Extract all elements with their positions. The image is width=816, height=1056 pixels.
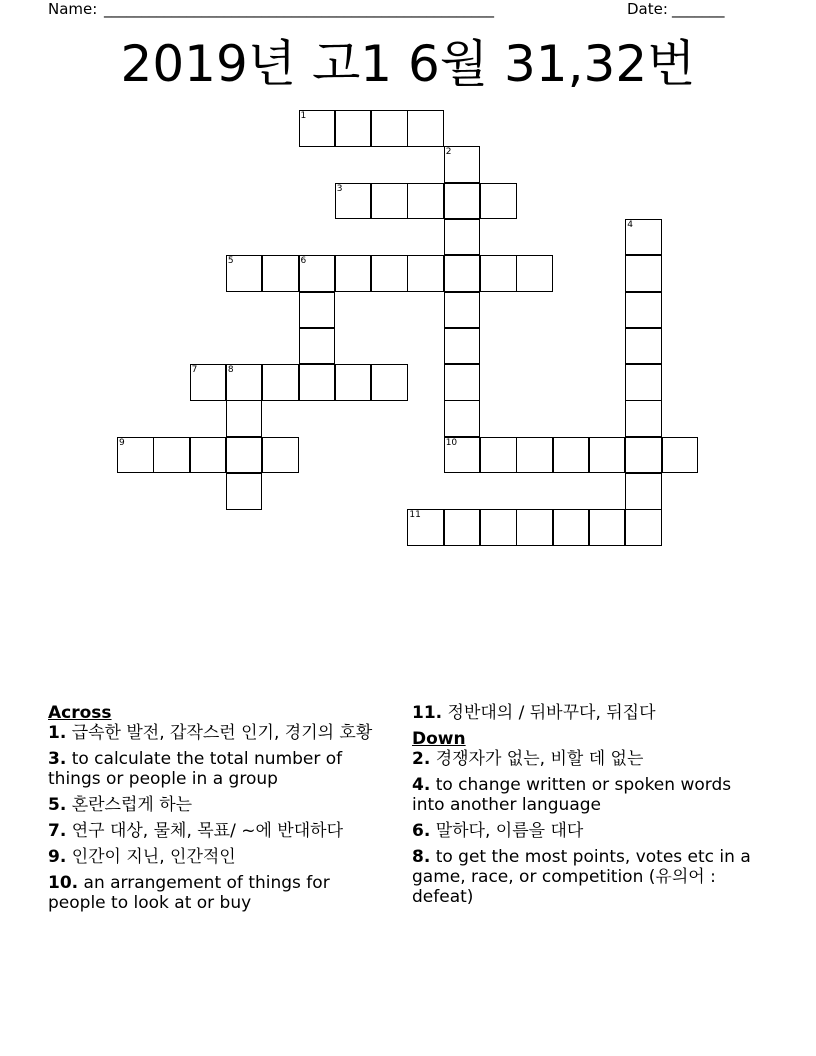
crossword-cell[interactable] xyxy=(444,183,481,220)
crossword-cell[interactable] xyxy=(299,364,336,401)
clue-text: 인간이 지닌, 인간적인 xyxy=(71,847,236,867)
clue-text: 연구 대상, 물체, 목표/ ~에 반대하다 xyxy=(71,821,343,841)
crossword-cell[interactable] xyxy=(480,183,517,220)
crossword-cell[interactable] xyxy=(226,437,263,474)
crossword-cell[interactable] xyxy=(625,219,662,256)
clue-number-label: 7 xyxy=(191,365,198,376)
crossword-cell[interactable] xyxy=(516,437,553,474)
clue-number-label: 5 xyxy=(227,256,234,267)
crossword-cell[interactable] xyxy=(335,110,372,147)
clue-text: 급속한 발전, 갑작스런 인기, 경기의 호황 xyxy=(71,723,373,743)
clue-number: 4. xyxy=(412,775,431,795)
clues-left-column xyxy=(48,703,388,919)
clue-across-11 xyxy=(412,703,757,723)
crossword-cell[interactable] xyxy=(407,255,444,292)
clue-number-label: 2 xyxy=(445,147,452,158)
crossword-cell[interactable] xyxy=(516,509,553,546)
crossword-cell[interactable] xyxy=(371,364,408,401)
clue-number: 11. xyxy=(412,703,443,723)
crossword-cell[interactable] xyxy=(335,364,372,401)
name-blank: ____________________________________________________ xyxy=(104,0,494,18)
crossword-cell[interactable] xyxy=(226,364,263,401)
clue-number-label: 6 xyxy=(300,256,307,267)
crossword-cell[interactable] xyxy=(371,255,408,292)
crossword-cell[interactable] xyxy=(262,255,299,292)
clue-number-label: 9 xyxy=(119,437,125,448)
clue-number-label: 11 xyxy=(409,510,421,521)
crossword-cell[interactable] xyxy=(335,255,372,292)
crossword-cell[interactable] xyxy=(117,437,154,474)
crossword-cell[interactable] xyxy=(589,509,626,546)
crossword-cell[interactable] xyxy=(226,473,263,510)
clue-number-label: 8 xyxy=(227,365,234,376)
crossword-cell[interactable] xyxy=(553,509,590,546)
clues-right-column xyxy=(412,703,757,913)
clue-across-5 xyxy=(48,795,388,815)
clue-text: an arrangement of things for people to look at or buy xyxy=(48,873,330,913)
crossword-cell[interactable] xyxy=(625,364,662,401)
clue-text: 경쟁자가 없는, 비할 데 없는 xyxy=(435,749,644,769)
crossword-cell[interactable] xyxy=(444,364,481,401)
clue-text: to get the most points, votes etc in a game, race, or competition (유의어 : defeat) xyxy=(412,847,751,907)
clue-across-7 xyxy=(48,821,388,841)
crossword-cell[interactable] xyxy=(371,110,408,147)
crossword-cell[interactable] xyxy=(625,400,662,437)
crossword-cell[interactable] xyxy=(444,146,481,183)
clue-number: 10. xyxy=(48,873,79,893)
crossword-cell[interactable] xyxy=(625,328,662,365)
crossword-cell[interactable] xyxy=(299,328,336,365)
clue-across-10 xyxy=(48,873,388,913)
date-blank: _______ xyxy=(672,0,725,18)
clue-number: 3. xyxy=(48,749,67,769)
clue-text: to change written or spoken words into another language xyxy=(412,775,732,815)
crossword-cell[interactable] xyxy=(444,400,481,437)
crossword-cell[interactable] xyxy=(589,437,626,474)
page-title: 2019년 고1 6월 31,32번 xyxy=(120,35,696,93)
crossword-cell[interactable] xyxy=(371,183,408,220)
clue-number-label: 4 xyxy=(627,219,633,230)
crossword-cell[interactable] xyxy=(262,437,299,474)
clue-number-label: 10 xyxy=(445,437,458,448)
clue-down-6 xyxy=(412,821,757,841)
crossword-cell[interactable] xyxy=(625,509,662,546)
crossword-cell[interactable] xyxy=(335,183,372,220)
crossword-cell[interactable] xyxy=(299,292,336,329)
clue-text: 정반대의 / 뒤바꾸다, 뒤집다 xyxy=(447,703,656,723)
crossword-cell[interactable] xyxy=(299,110,336,147)
crossword-cell[interactable] xyxy=(407,183,444,220)
clue-down-2 xyxy=(412,749,757,769)
crossword-cell[interactable] xyxy=(662,437,699,474)
crossword-cell[interactable] xyxy=(262,364,299,401)
clue-text: 혼란스럽게 하는 xyxy=(71,795,193,815)
crossword-cell[interactable] xyxy=(190,364,227,401)
crossword-cell[interactable] xyxy=(153,437,190,474)
crossword-cell[interactable] xyxy=(480,509,517,546)
crossword-cell[interactable] xyxy=(226,255,263,292)
down-heading: Down xyxy=(412,729,466,749)
clue-down-4 xyxy=(412,775,757,815)
clue-across-3 xyxy=(48,749,388,789)
clue-number-label: 1 xyxy=(300,111,307,121)
across-heading: Across xyxy=(48,703,112,723)
clue-number: 5. xyxy=(48,795,67,815)
crossword-cell[interactable] xyxy=(444,328,481,365)
crossword-cell[interactable] xyxy=(625,437,662,474)
clue-number: 2. xyxy=(412,749,431,769)
crossword-cell[interactable] xyxy=(407,110,444,147)
clue-number: 1. xyxy=(48,723,67,743)
crossword-cell[interactable] xyxy=(444,219,481,256)
crossword-cell[interactable] xyxy=(625,255,662,292)
clue-across-9 xyxy=(48,847,388,867)
clue-number: 8. xyxy=(412,847,431,867)
crossword-cell[interactable] xyxy=(480,437,517,474)
clue-down-8 xyxy=(412,847,757,907)
clue-number: 7. xyxy=(48,821,67,841)
crossword-cell[interactable] xyxy=(226,400,263,437)
crossword-cell[interactable] xyxy=(553,437,590,474)
date-label: Date: xyxy=(627,0,668,18)
clue-text: to calculate the total number of things or people in a group xyxy=(48,749,343,789)
clue-text: 말하다, 이름을 대다 xyxy=(435,821,584,841)
crossword-cell[interactable] xyxy=(444,292,481,329)
clue-number-label: 3 xyxy=(336,183,343,194)
crossword-cell[interactable] xyxy=(299,255,336,292)
crossword-cell[interactable] xyxy=(190,437,227,474)
crossword-cell[interactable] xyxy=(480,255,517,292)
clue-number: 9. xyxy=(48,847,67,867)
crossword-cell[interactable] xyxy=(625,292,662,329)
crossword-cell[interactable] xyxy=(444,255,481,292)
crossword-cell[interactable] xyxy=(444,437,481,474)
name-label: Name: xyxy=(48,0,98,18)
clue-across-1 xyxy=(48,723,388,743)
crossword-cell[interactable] xyxy=(407,509,444,546)
clue-number: 6. xyxy=(412,821,431,841)
crossword-cell[interactable] xyxy=(516,255,553,292)
crossword-cell[interactable] xyxy=(444,509,481,546)
crossword-cell[interactable] xyxy=(625,473,662,510)
